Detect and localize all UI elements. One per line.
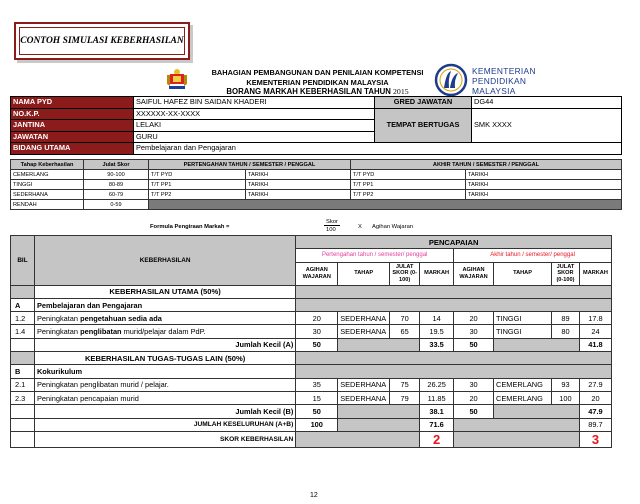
row-2-1-markah-end: 27.9 (579, 378, 611, 391)
jka-fill-end (494, 338, 580, 351)
jka-markah-end: 41.8 (579, 338, 611, 351)
bidang-value: Pembelajaran dan Pengajaran (134, 143, 622, 155)
logo-line-2: PENDIDIKAN (472, 76, 527, 86)
jka-agihan-end: 50 (454, 338, 494, 351)
tempat-label: TEMPAT BERTUGAS (375, 108, 472, 143)
header-markah-end: MARKAH (579, 262, 611, 285)
logo-line-3: MALAYSIA (472, 86, 516, 96)
row-2-1-tahap-mid: SEDERHANA (338, 378, 390, 391)
header-line-3: BORANG MARKAH KEBERHASILAN TAHUN 2015 (226, 87, 409, 96)
row-1-2-julat-end: 89 (551, 312, 579, 325)
jka-bil (11, 338, 35, 351)
jkb-markah-mid: 38.1 (420, 405, 454, 418)
range-tahap: RENDAH (11, 200, 84, 210)
sign-end-3: T/T PP2 (351, 190, 466, 200)
a-title: Pembelajaran dan Pengajaran (34, 298, 295, 311)
header-keberhasilan: KEBERHASILAN (34, 236, 295, 286)
a-fill (296, 298, 612, 311)
range-julat: 80-89 (84, 180, 149, 190)
range-blank (149, 200, 622, 210)
row-1-4-text: Peningkatan penglibatan murid/pelajar dalam PdP. (34, 325, 295, 338)
s2-bil (11, 352, 35, 365)
range-header-end: AKHIR TAHUN / SEMESTER / PENGGAL (351, 160, 622, 170)
row-1-4-markah-mid: 19.5 (420, 325, 454, 338)
jawatan-value: GURU (134, 131, 375, 143)
nama-value: SAIFUL HAFEZ BIN SAIDAN KHADERI (134, 97, 375, 109)
date-mid-2: TARIKH (246, 180, 351, 190)
jka-label: Jumlah Kecil (A) (34, 338, 295, 351)
row-2-3-bil: 2.3 (11, 391, 35, 404)
row-2-1-text: Peningkatan penglibatan murid / pelajar. (34, 378, 295, 391)
formula-times: X (358, 224, 362, 230)
row-1-2-agihan-end: 20 (454, 312, 494, 325)
total-fill-mid (338, 418, 420, 431)
total-markah-mid: 71.6 (420, 418, 454, 431)
jkb-bil (11, 405, 35, 418)
row-1-2-tahap-mid: SEDERHANA (338, 312, 390, 325)
section-1-title: KEBERHASILAN UTAMA (50%) (34, 285, 295, 298)
jkb-agihan-mid: 50 (296, 405, 338, 418)
b-bil: B (11, 365, 35, 378)
jkb-label: Jumlah Kecil (B) (34, 405, 295, 418)
header-line-2: KEMENTERIAN PENDIDIKAN MALAYSIA (246, 77, 389, 87)
jka-agihan-mid: 50 (296, 338, 338, 351)
row-2-3-tahap-mid: SEDERHANA (338, 391, 390, 404)
skor-fill-end (454, 431, 580, 447)
range-header-tahap: Tahap Keberhasilan (11, 160, 84, 170)
date-end-3: TARIKH (466, 190, 622, 200)
logo-line-1: KEMENTERIAN (472, 66, 536, 76)
b-fill (296, 365, 612, 378)
header-agihan-end: AGIHAN WAJARAN (454, 262, 494, 285)
formula-tail: Agihan Wajaran (372, 224, 414, 230)
row-1-4-markah-end: 24 (579, 325, 611, 338)
jantina-value: LELAKI (134, 120, 375, 132)
row-2-3-markah-mid: 11.85 (420, 391, 454, 404)
row-2-1-agihan-mid: 35 (296, 378, 338, 391)
nokp-label: NO.K.P. (11, 108, 134, 120)
simulation-label: CONTOH SIMULASI KEBERHASILAN (19, 27, 185, 55)
row-1-2-bil: 1.2 (11, 312, 35, 325)
row-1-2-tahap-end: TINGGI (494, 312, 552, 325)
skor-label: SKOR KEBERHASILAN (34, 431, 295, 447)
header-julat-mid: JULAT SKOR (0-100) (390, 262, 420, 285)
header-pencapaian: PENCAPAIAN (296, 236, 612, 249)
simulation-label-box (14, 22, 190, 60)
sign-mid-3: T/T PP2 (149, 190, 246, 200)
row-1-4-julat-end: 80 (551, 325, 579, 338)
form-header (195, 68, 440, 97)
header-julat-end: JULAT SKOR (0-100) (551, 262, 579, 285)
row-2-3-tahap-end: CEMERLANG (494, 391, 552, 404)
skor-fill-mid (296, 431, 420, 447)
header-tahap-end: TAHAP (494, 262, 552, 285)
date-end-2: TARIKH (466, 180, 622, 190)
formula-denominator: 100 (326, 227, 336, 233)
row-2-1-agihan-end: 30 (454, 378, 494, 391)
sign-end-2: T/T PP1 (351, 180, 466, 190)
section-1-fill (296, 285, 612, 298)
row-2-3-text: Peningkatan pencapaian murid (34, 391, 295, 404)
score-table (10, 235, 612, 448)
ministry-logo-icon (434, 63, 468, 97)
row-1-4-bil: 1.4 (11, 325, 35, 338)
row-1-4-tahap-mid: SEDERHANA (338, 325, 390, 338)
range-tahap: CEMERLANG (11, 170, 84, 180)
jka-markah-mid: 33.5 (420, 338, 454, 351)
total-agihan: 100 (296, 418, 338, 431)
tempat-value: SMK XXXX (472, 108, 622, 143)
date-end-1: TARIKH (466, 170, 622, 180)
header-tahap-mid: TAHAP (338, 262, 390, 285)
gred-value: DG44 (472, 97, 622, 109)
total-markah-end: 89.7 (579, 418, 611, 431)
header-agihan-mid: AGIHAN WAJARAN (296, 262, 338, 285)
jantina-label: JANTINA (11, 120, 134, 132)
a-bil: A (11, 298, 35, 311)
row-1-2-markah-mid: 14 (420, 312, 454, 325)
jkb-agihan-end: 50 (454, 405, 494, 418)
nama-label: NAMA PYD (11, 97, 134, 109)
total-label: JUMLAH KESELURUHAN (A+B) (34, 418, 295, 431)
row-1-2-agihan-mid: 20 (296, 312, 338, 325)
range-julat: 0-59 (84, 200, 149, 210)
bidang-label: BIDANG UTAMA (11, 143, 134, 155)
header-line-1: BAHAGIAN PEMBANGUNAN DAN PENILAIAN KOMPETENSI (211, 68, 424, 77)
range-julat: 60-79 (84, 190, 149, 200)
row-1-4-agihan-mid: 30 (296, 325, 338, 338)
nokp-value: XXXXXX-XX-XXXX (134, 108, 375, 120)
jawatan-label: JAWATAN (11, 131, 134, 143)
crest-icon (164, 66, 190, 92)
row-2-3-markah-end: 20 (579, 391, 611, 404)
section-2-title: KEBERHASILAN TUGAS-TUGAS LAIN (50%) (34, 352, 295, 365)
row-1-2-text: Peningkatan pengetahuan sedia ada (34, 312, 295, 325)
total-fill-end (454, 418, 580, 431)
sign-mid-2: T/T PP1 (149, 180, 246, 190)
identity-table (10, 96, 622, 155)
range-julat: 90-100 (84, 170, 149, 180)
sign-end-1: T/T PYD (351, 170, 466, 180)
ministry-logo (432, 63, 607, 99)
jkb-fill-end (494, 405, 580, 418)
jka-fill-mid (338, 338, 420, 351)
row-2-3-agihan-mid: 15 (296, 391, 338, 404)
row-1-4-julat-mid: 65 (390, 325, 420, 338)
row-2-1-bil: 2.1 (11, 378, 35, 391)
header-markah-mid: MARKAH (420, 262, 454, 285)
header-end: Akhir tahun / semester/ penggal (454, 249, 612, 262)
row-2-1-julat-mid: 75 (390, 378, 420, 391)
skor-mid: 2 (420, 431, 454, 447)
range-header-julat: Julat Skor (84, 160, 149, 170)
header-year: 2015 (393, 87, 409, 96)
range-tahap: SEDERHANA (11, 190, 84, 200)
formula-label: Formula Pengiraan Markah = (150, 224, 230, 230)
row-2-1-tahap-end: CEMERLANG (494, 378, 552, 391)
date-mid-3: TARIKH (246, 190, 351, 200)
row-1-2-markah-end: 17.8 (579, 312, 611, 325)
b-title: Kokurikulum (34, 365, 295, 378)
header-bil: BIL (11, 236, 35, 286)
range-tahap: TINGGI (11, 180, 84, 190)
row-2-3-julat-end: 100 (551, 391, 579, 404)
date-mid-1: TARIKH (246, 170, 351, 180)
section-2-fill (296, 352, 612, 365)
row-1-4-tahap-end: TINGGI (494, 325, 552, 338)
row-1-2-julat-mid: 70 (390, 312, 420, 325)
row-1-4-agihan-end: 30 (454, 325, 494, 338)
jkb-fill-mid (338, 405, 420, 418)
row-2-3-agihan-end: 20 (454, 391, 494, 404)
row-2-1-julat-end: 93 (551, 378, 579, 391)
range-header-mid: PERTENGAHAN TAHUN / SEMESTER / PENGGAL (149, 160, 351, 170)
row-2-3-julat-mid: 79 (390, 391, 420, 404)
s1-bil (11, 285, 35, 298)
range-table (10, 159, 622, 210)
skor-end: 3 (579, 431, 611, 447)
jkb-markah-end: 47.9 (579, 405, 611, 418)
row-2-1-markah-mid: 26.25 (420, 378, 454, 391)
sign-mid-1: T/T PYD (149, 170, 246, 180)
page-number: 12 (310, 492, 318, 499)
formula-numerator: Skor (326, 219, 338, 225)
skor-bil (11, 431, 35, 447)
total-bil (11, 418, 35, 431)
header-mid: Pertengahan tahun / semester/ penggal (296, 249, 454, 262)
gred-label: GRED JAWATAN (375, 97, 472, 109)
